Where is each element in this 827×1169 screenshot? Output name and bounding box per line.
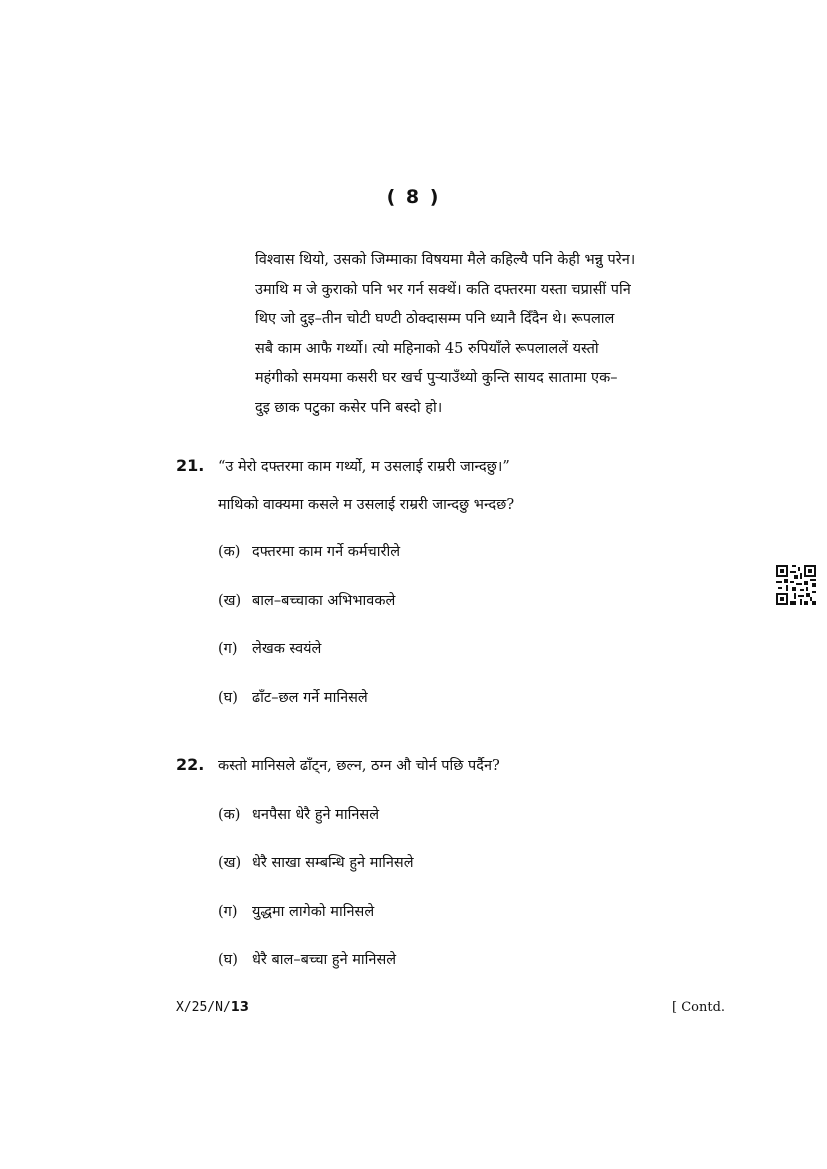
continued-label: [ Contd. (672, 1000, 726, 1015)
passage-line: महंगीको समयमा कसरी घर खर्च पुर्‍याउँथ्यो कुन्ति सायद सातामा एक– (255, 370, 618, 386)
question-number: 22. (176, 755, 205, 774)
option-text: लेखक स्वयंले (252, 641, 322, 657)
option-kha (218, 852, 414, 872)
option-label: (क) (218, 544, 241, 560)
option-label: (ख) (218, 593, 242, 609)
qr-code (776, 565, 816, 605)
option-gha (218, 949, 396, 969)
option-label: (ग) (218, 904, 238, 920)
question-text: “उ मेरो दफ्तरमा काम गर्थ्यो, म उसलाई राम्ररी जान्दछु।” (218, 459, 510, 475)
page-number: ( 8 ) (386, 186, 441, 208)
option-label: (घ) (218, 690, 238, 706)
option-text: बाल–बच्चाका अभिभावकले (252, 593, 396, 609)
option-text: धेरै बाल–बच्चा हुने मानिसले (252, 952, 397, 968)
option-text: धेरै साखा सम्बन्धि हुने मानिसले (252, 855, 414, 871)
question-number: 21. (176, 456, 205, 475)
paper-code-number: 13 (230, 1000, 249, 1015)
option-text: ढाँट–छल गर्ने मानिसले (252, 690, 368, 706)
option-label: (ग) (218, 641, 238, 657)
option-ga (218, 638, 321, 658)
option-text: युद्धमा लागेको मानिसले (252, 904, 375, 920)
option-ga (218, 901, 374, 921)
question-subtext: माथिको वाक्यमा कसले म उसलाई राम्ररी जान्दछु भन्दछ? (218, 497, 515, 513)
paper-code-prefix: X/25/N/ (176, 1000, 231, 1015)
passage-line: उमाथि म जे कुराको पनि भर गर्न सक्थें। कति दफ्तरमा यस्ता चप्रासीं पनि (255, 281, 631, 298)
option-ka (218, 541, 400, 561)
question-text: कस्तो मानिसले ढाँट्न, छल्न, ठग्न औ चोर्न पछि पर्दैन? (218, 758, 500, 774)
option-ka (218, 804, 379, 824)
option-text: धनपैसा धेरै हुने मानिसले (252, 807, 380, 823)
option-kha (218, 590, 395, 610)
passage-line: थिए जो दुइ–तीन चोटी घण्टी ठोक्दासम्म पनि ध्यानै दिँदैन थे। रूपलाल (255, 311, 615, 327)
passage-line: विश्वास थियो, उसको जिम्माका विषयमा मैले कहिल्यै पनि केही भन्नु परेन। (255, 252, 636, 268)
passage-line: दुइ छाक पटुका कसेर पनि बस्दो हो। (255, 399, 443, 416)
option-gha (218, 687, 368, 707)
passage (255, 246, 695, 423)
option-text: दफ्तरमा काम गर्ने कर्मचारीले (252, 544, 401, 560)
option-label: (घ) (218, 952, 238, 968)
passage-line: सबै काम आफै गर्थ्यो। त्यो महिनाको 45 रुपियाँले रूपलाललें यस्तो (255, 340, 599, 357)
option-label: (ख) (218, 855, 242, 871)
paper-code (176, 1000, 249, 1015)
option-label: (क) (218, 807, 241, 823)
